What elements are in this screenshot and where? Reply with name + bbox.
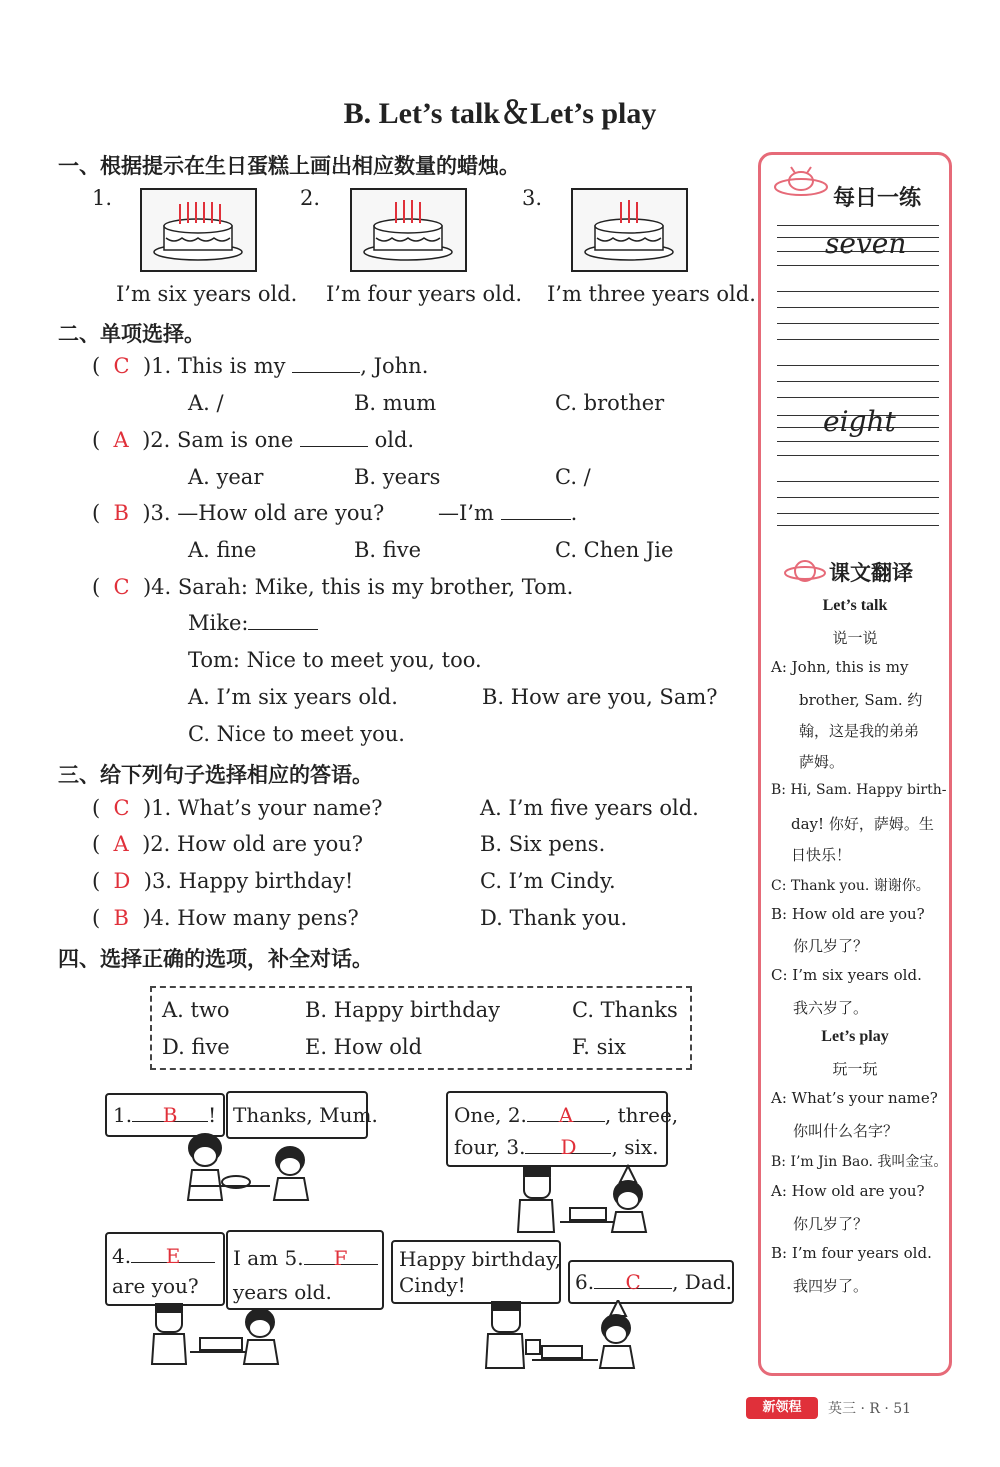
option: C. Chen Jie	[555, 538, 674, 562]
option: B. How are you, Sam?	[482, 685, 718, 709]
writing-line	[777, 225, 939, 226]
dad-girl-illustration	[510, 1164, 670, 1234]
answer-mark: C	[113, 796, 130, 820]
writing-line	[777, 525, 939, 526]
blank-number: four, 3.	[454, 1135, 526, 1159]
option: A. I’m six years old.	[188, 685, 398, 709]
ufo-icon	[771, 165, 831, 205]
play-subtitle: 玩一玩	[832, 1060, 878, 1078]
speech-bubble	[105, 1232, 225, 1306]
brand-badge: 新领程	[746, 1397, 818, 1419]
bubble-text: Happy birthday,	[399, 1247, 562, 1271]
match-question: ( A )2. How old are you?	[92, 832, 364, 856]
item-number: 2.	[300, 186, 321, 210]
dialogue-line	[188, 611, 318, 635]
translation-line: A: What’s your name?	[771, 1089, 938, 1107]
cake-icon	[352, 190, 465, 270]
writing-line	[777, 455, 939, 456]
bubble-text: , Dad.	[672, 1270, 732, 1294]
match-question: ( B )4. How many pens?	[92, 906, 359, 930]
cake-icon	[573, 190, 686, 270]
answer-mark: E	[165, 1244, 181, 1268]
translation-line: 我六岁了。	[793, 999, 869, 1017]
speech-bubble	[391, 1240, 561, 1304]
bubble-text: years old.	[233, 1280, 332, 1304]
blank-number: 4.	[112, 1244, 132, 1268]
answer-blank	[292, 354, 360, 373]
bubble-text: Thanks, Mum.	[233, 1103, 378, 1127]
question-text: , John.	[360, 354, 429, 378]
question-text: )2. Sam is one	[142, 428, 294, 452]
bubble-text: Cindy!	[399, 1273, 466, 1297]
dialogue-line: Tom: Nice to meet you, too.	[188, 648, 482, 672]
translation-line: A: John, this is my	[771, 658, 909, 676]
writing-line	[777, 397, 939, 398]
cake-caption: I’m six years old.	[116, 282, 298, 306]
translation-line: 日快乐！	[791, 846, 852, 864]
match-option: B. Six pens.	[480, 832, 606, 856]
question-row: ( B )3. —How old are you?	[92, 501, 385, 525]
translation-line: B: I’m Jin Bao. 我叫金宝。	[771, 1154, 948, 1170]
match-question: ( C )1. What’s your name?	[92, 796, 383, 820]
speech-bubble	[446, 1091, 679, 1167]
writing-line	[777, 513, 939, 514]
section-4-heading: 四、选择正确的选项，补全对话。	[58, 947, 373, 971]
speech-bubble	[568, 1260, 734, 1304]
talk-title: Let’s talk	[822, 597, 888, 614]
page-title: B. Let’s talk＆Let’s play	[343, 97, 657, 130]
translation-line: 翰，这是我的弟弟	[799, 722, 920, 740]
section-2-heading: 二、单项选择。	[58, 322, 205, 346]
answer-mark: C	[113, 575, 130, 599]
writing-line	[777, 339, 939, 340]
bubble-text: !	[208, 1103, 217, 1127]
speaker-label: Mike:	[188, 611, 249, 635]
blank-number: 6.	[575, 1270, 595, 1294]
match-option: D. Thank you.	[480, 906, 628, 930]
answer-blank	[248, 611, 318, 630]
option: C. Thanks	[572, 998, 678, 1022]
translation-line: B: How old are you?	[771, 905, 925, 923]
speech-bubble	[226, 1230, 384, 1310]
question-text: )4. How many pens?	[142, 906, 359, 930]
option: B. five	[354, 538, 422, 562]
option: A. two	[162, 998, 230, 1022]
writing-line	[777, 497, 939, 498]
question-text: )4. Sarah: Mike, this is my brother, Tom.	[142, 575, 574, 599]
answer-mark: F	[333, 1246, 348, 1270]
answer-blank	[300, 428, 368, 447]
option: A. fine	[188, 538, 257, 562]
translation-line: 你几岁了？	[793, 1215, 869, 1233]
question-row: ( A )2. Sam is one old.	[92, 428, 415, 452]
blank-number: One, 2.	[454, 1103, 527, 1127]
translation-line: 我四岁了。	[793, 1277, 869, 1295]
question-text: —I’m	[438, 501, 494, 525]
answer-mark: C	[113, 354, 130, 378]
cake-image	[140, 188, 257, 272]
option: C. /	[555, 465, 591, 489]
mum-girl-illustration	[150, 1130, 330, 1202]
handwritten-word: seven	[825, 227, 907, 260]
option: C. brother	[555, 391, 665, 415]
match-option: C. I’m Cindy.	[480, 869, 616, 893]
translation-line: 你几岁了？	[793, 937, 869, 955]
writing-line	[777, 265, 939, 266]
cake-icon	[142, 190, 255, 270]
answer-mark: B	[113, 501, 129, 525]
option: D. five	[162, 1035, 230, 1059]
writing-line	[777, 307, 939, 308]
translation-line: C: I’m six years old.	[771, 966, 922, 984]
option: B. Happy birthday	[305, 998, 501, 1022]
cake-image	[350, 188, 467, 272]
answer-mark: A	[113, 428, 129, 452]
answer-mark: D	[560, 1135, 577, 1159]
writing-line	[777, 323, 939, 324]
answer-mark: B	[113, 906, 129, 930]
question-text: .	[570, 501, 578, 525]
sidebar-panel	[758, 152, 952, 1376]
answer-mark: A	[558, 1103, 574, 1127]
answer-mark: C	[625, 1270, 641, 1294]
translation-line: day! 你好，萨姆。生	[791, 815, 934, 833]
translation-line: 萨姆。	[799, 753, 845, 771]
boy-girl-illustration	[150, 1300, 290, 1366]
blank-number: I am 5.	[233, 1246, 304, 1270]
bubble-text: , three,	[604, 1103, 679, 1127]
answer-mark: D	[113, 869, 131, 893]
page-number: 英三 · R · 51	[828, 1401, 912, 1417]
planet-icon	[783, 555, 827, 587]
option: A. year	[188, 465, 264, 489]
question-row: ( C )1. This is my , John.	[92, 354, 429, 378]
translation-line: C: Thank you. 谢谢你。	[771, 878, 930, 894]
translation-title: 课文翻译	[829, 561, 913, 585]
option: B. years	[354, 465, 441, 489]
answer-blank	[501, 501, 571, 520]
option: C. Nice to meet you.	[188, 722, 405, 746]
handwritten-word: eight	[823, 405, 896, 438]
match-option: A. I’m five years old.	[480, 796, 699, 820]
answer-mark: A	[113, 832, 129, 856]
option: F. six	[572, 1035, 626, 1059]
match-question: ( D )3. Happy birthday!	[92, 869, 354, 893]
daily-practice-title: 每日一练	[833, 186, 922, 211]
item-number: 1.	[92, 186, 113, 210]
question-text: )2. How old are you?	[142, 832, 364, 856]
question-row: ( C )4. Sarah: Mike, this is my brother, Tom.	[92, 575, 574, 599]
cake-image	[571, 188, 688, 272]
question-row	[438, 501, 577, 525]
option: A. /	[188, 391, 224, 415]
play-title: Let’s play	[821, 1028, 889, 1045]
talk-subtitle: 说一说	[832, 629, 878, 647]
answer-mark: B	[162, 1103, 178, 1127]
question-text: )1. This is my	[142, 354, 286, 378]
translation-line: brother, Sam. 约	[799, 691, 923, 709]
translation-line: B: Hi, Sam. Happy birth-	[771, 782, 947, 798]
section-3-heading: 三、给下列句子选择相应的答语。	[58, 763, 373, 787]
bubble-text: , six.	[611, 1135, 659, 1159]
bubble-text: are you?	[112, 1274, 199, 1298]
translation-line: 你叫什么名字？	[793, 1122, 899, 1140]
question-text: old.	[374, 428, 415, 452]
writing-line	[777, 291, 939, 292]
section-1-heading: 一、根据提示在生日蛋糕上画出相应数量的蜡烛。	[58, 154, 520, 178]
cake-caption: I’m three years old.	[547, 282, 756, 306]
writing-line	[777, 441, 939, 442]
question-text: )1. What’s your name?	[142, 796, 383, 820]
item-number: 3.	[522, 186, 543, 210]
translation-line: A: How old are you?	[771, 1182, 925, 1200]
cake-caption: I’m four years old.	[326, 282, 522, 306]
dad-cindy-illustration	[478, 1300, 648, 1370]
blank-number: 1.	[113, 1103, 133, 1127]
question-text: )3. Happy birthday!	[143, 869, 354, 893]
question-text: )3. —How old are you?	[142, 501, 385, 525]
translation-line: B: I’m four years old.	[771, 1244, 932, 1262]
option: B. mum	[354, 391, 437, 415]
writing-line	[777, 365, 939, 366]
writing-line	[777, 381, 939, 382]
writing-line	[777, 481, 939, 482]
option: E. How old	[305, 1035, 423, 1059]
